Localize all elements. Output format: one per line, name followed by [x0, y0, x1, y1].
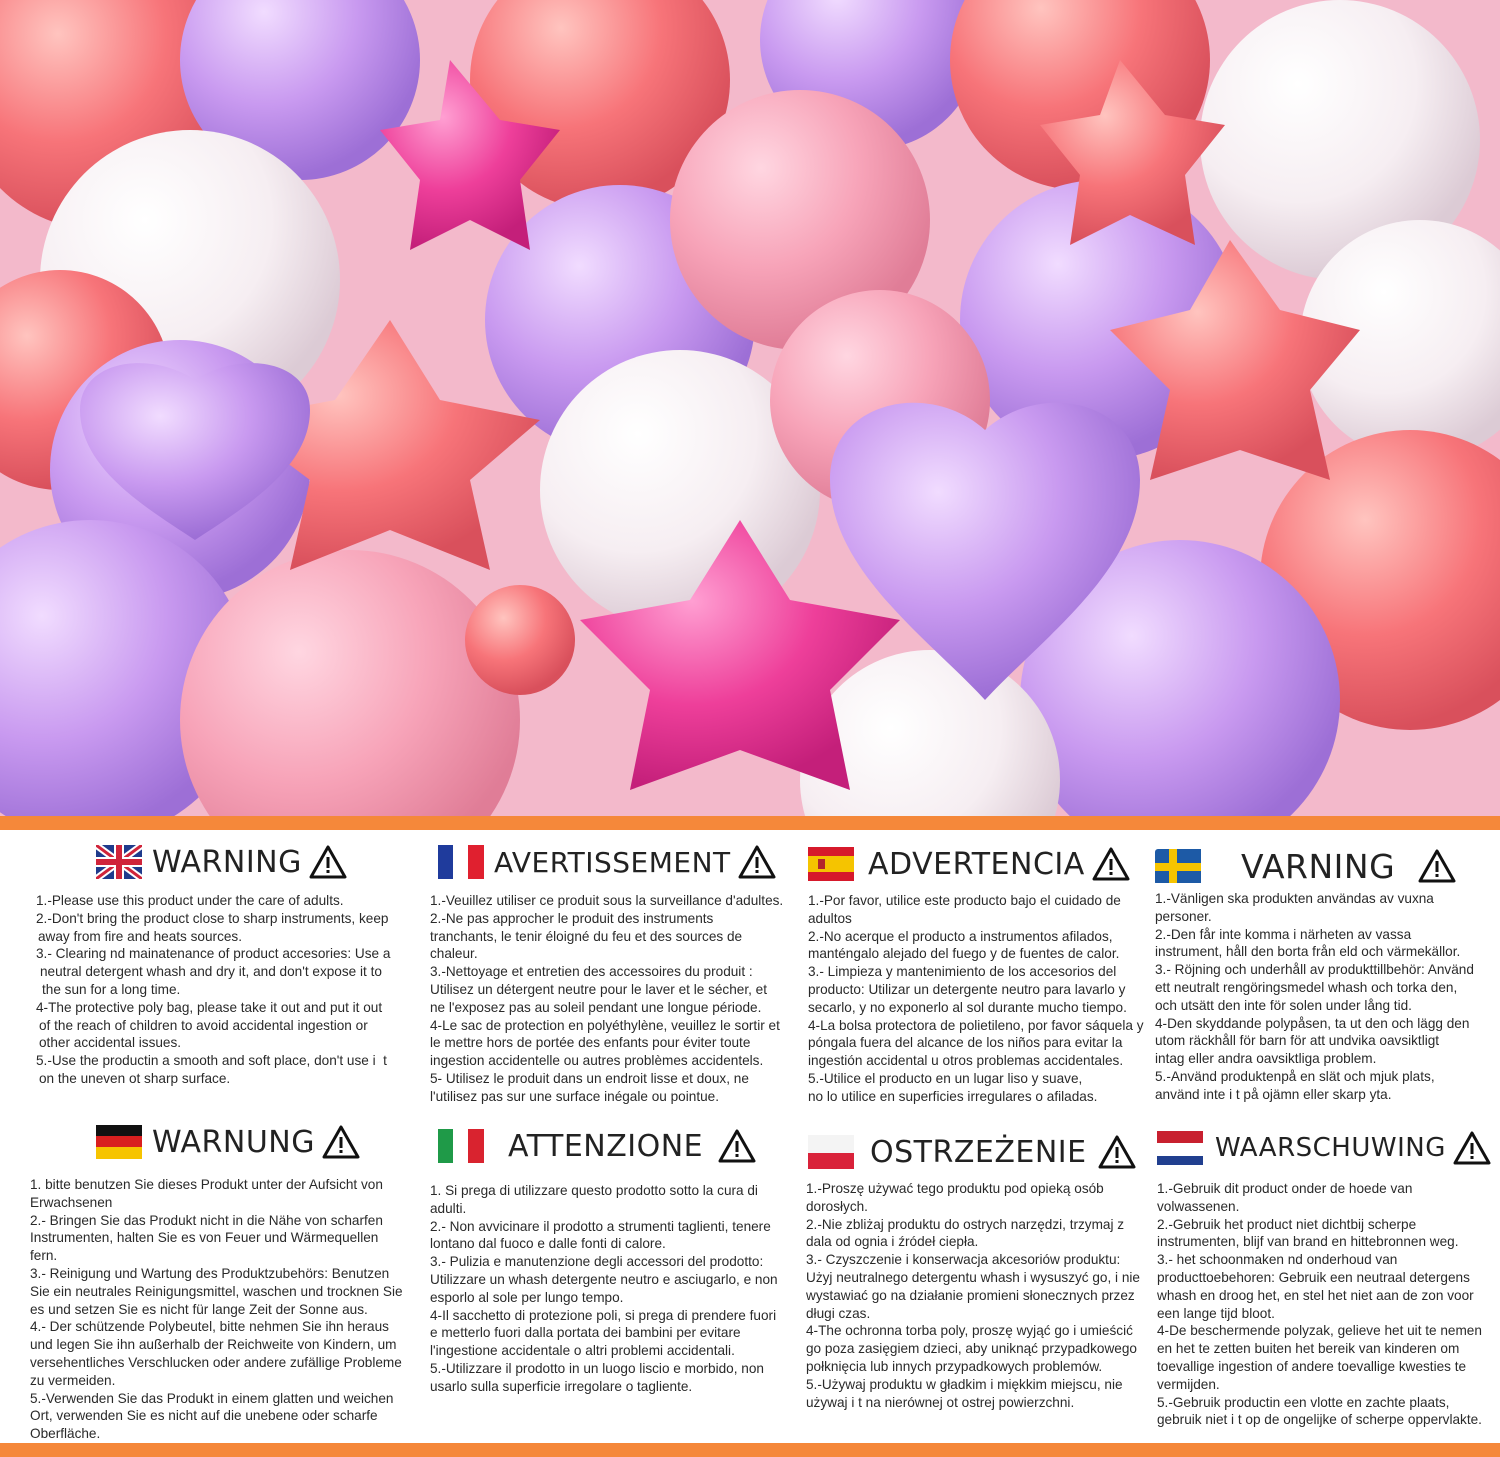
warning-line: 5.-Use the productin a smooth and soft place, don't use i t: [36, 1053, 387, 1069]
warning-line: 2.-Nie zbliżaj produktu do ostrych narzędzi, trzymaj z: [806, 1216, 1125, 1232]
warning-text-sv: [1155, 890, 1490, 1104]
warning-line: använd inte i t på ojämn eller skarp yta.: [1155, 1086, 1392, 1102]
warning-line: on the uneven ot sharp surface.: [39, 1070, 231, 1086]
warning-line: es und setzen Sie es nicht für lange Zeit der Sonne aus.: [30, 1301, 368, 1317]
spain-flag-icon: [808, 847, 854, 881]
warning-line: 3.- Pulizia e manutenzione degli accessori del prodotto:: [430, 1254, 764, 1270]
warning-line: adulti.: [430, 1200, 467, 1216]
warning-line: 2.-Den får inte komma i närheten av vassa: [1155, 926, 1412, 942]
warning-line: 4-The protective poly bag, please take it out and put it out: [36, 999, 383, 1015]
warning-line: manténgalo alejado del fuego y de fuentes de calor.: [808, 946, 1120, 962]
warning-line: Instrumenten, halten Sie es von Feuer und Wärmequellen: [30, 1230, 379, 1246]
warning-line: 5.-Utilizzare il prodotto in un luogo liscio e morbido, non: [430, 1360, 764, 1376]
warning-line: whash en droog het, en stel het niet aan de zon voor: [1157, 1287, 1474, 1303]
warning-triangle-icon: [321, 1124, 361, 1160]
warning-line: 3.-Nettoyage et entretien des accessoires du produit :: [430, 964, 753, 980]
warning-triangle-icon: [1091, 846, 1131, 882]
uk-flag-icon: [96, 845, 142, 879]
warning-line: 4-The ochronna torba poly, proszę wyjąć go i umieścić: [806, 1323, 1133, 1339]
warning-line: 2.-Gebruik het product niet dichtbij scherpe: [1157, 1216, 1417, 1232]
warning-line: Ort, verwenden Sie es nicht auf die unebene oder scharfe: [30, 1408, 378, 1424]
warning-title-de: WARNUNG: [152, 1124, 315, 1160]
warning-header-pl: [808, 1130, 1158, 1174]
warning-header-sv: [1155, 844, 1490, 888]
warning-line: 5.-Använd produktenpå en slät och mjuk plats,: [1155, 1068, 1435, 1084]
warning-line: 3.- Reinigung und Wartung des Produktzubehörs: Benutzen: [30, 1265, 390, 1281]
warning-line: ingestión accidental u otros problemas accidentales.: [808, 1053, 1124, 1069]
warning-line: ne l'exposez pas au soleil pendant une longue période.: [430, 999, 762, 1015]
warning-triangle-icon: [717, 1128, 757, 1164]
warning-line: no lo utilice en superficies irregulares o afiladas.: [808, 1088, 1098, 1104]
warning-line: dala od ognia i źródeł ciepła.: [806, 1234, 979, 1250]
warning-triangle-icon: [308, 844, 348, 880]
warning-line: używaj i t na nierównej ot ostrej powierzchni.: [806, 1394, 1075, 1410]
warning-line: tranchants, le tenir éloigné du feu et des sources de: [430, 928, 743, 944]
warning-line: 5.-Używaj produktu w gładkim i miękkim miejscu, nie: [806, 1376, 1123, 1392]
warning-line: och utsätt den inte för solen under lång tid.: [1155, 997, 1412, 1013]
warning-line: l'utilisez pas sur une surface inégale ou pointue.: [430, 1088, 719, 1104]
france-flag-icon: [438, 845, 484, 879]
warning-line: póngala fuera del alcance de los niños para evitar la: [808, 1035, 1123, 1051]
warning-header-fr: [438, 840, 790, 884]
warning-line: 1.-Please use this product under the care of adults.: [36, 893, 344, 908]
warning-line: Erwachsenen: [30, 1194, 113, 1210]
warning-line: 1.-Vänligen ska produkten användas av vuxna: [1155, 891, 1434, 906]
warning-line: of the reach of children to avoid accidental ingestion or: [39, 1017, 368, 1033]
warning-line: 4-Den skyddande polypåsen, ta ut den och lägg den: [1155, 1015, 1470, 1031]
warning-line: 3.- Clearing nd mainatenance of product accesories: Use a: [36, 946, 391, 962]
warning-line: go poza zasięgiem dzieci, aby uniknąć przypadkowego: [806, 1341, 1137, 1357]
warning-title-sv: VARNING: [1241, 846, 1396, 886]
warnings-panel: [0, 830, 1500, 1443]
netherlands-flag-icon: [1157, 1131, 1203, 1165]
warning-line: ingestion accidentelle ou autres problèmes accidentels.: [430, 1053, 764, 1069]
sweden-flag-icon: [1155, 849, 1201, 883]
warning-line: een lange tijd bloot.: [1157, 1305, 1275, 1321]
warning-line: Sie ein neutrales Reinigungsmittel, waschen und trocknen Sie: [30, 1283, 403, 1299]
warning-line: other accidental issues.: [39, 1035, 182, 1051]
warning-text-nl: [1157, 1180, 1492, 1429]
warning-line: usarlo sulla superficie irregolare o tagliente.: [430, 1378, 693, 1394]
warning-line: 1.-Gebruik dit product onder de hoede van: [1157, 1181, 1413, 1196]
warning-line: 2.-Don't bring the product close to sharp instruments, keep: [36, 910, 389, 926]
warning-title-pl: OSTRZEŻENIE: [870, 1134, 1087, 1170]
warning-line: 5.-Utilice el producto en un lugar liso y suave,: [808, 1070, 1083, 1086]
warning-line: le mettre hors de portée des enfants pour éviter toute: [430, 1035, 751, 1051]
warning-line: l'ingestione accidentale o altri problemi accidentali.: [430, 1343, 735, 1359]
warning-title-nl: WAARSCHUWING: [1215, 1133, 1446, 1163]
warning-line: 4-Le sac de protection en polyéthylène, veuillez le sortir et: [430, 1017, 780, 1033]
warning-triangle-icon: [1417, 848, 1457, 884]
warning-header-de: [96, 1120, 405, 1164]
warning-title-en: WARNING: [152, 844, 302, 880]
warning-line: 3.- Czyszczenie i konserwacja akcesoriów produktu:: [806, 1252, 1121, 1268]
warning-line: intag eller andra oavsiktliga problem.: [1155, 1051, 1377, 1067]
warning-text-es: [808, 892, 1158, 1106]
warning-header-nl: [1157, 1126, 1492, 1170]
warning-line: 4.- Der schützende Polybeutel, bitte nehmen Sie ihn heraus: [30, 1319, 389, 1335]
italy-flag-icon: [438, 1129, 484, 1163]
warning-line: the sun for a long time.: [42, 981, 181, 997]
warning-line: 4-De beschermende polyzak, gelieve het uit te nemen: [1157, 1323, 1482, 1339]
warning-header-en: [96, 840, 406, 884]
warning-line: 5.-Gebruik productin een vlotte en zachte plaats,: [1157, 1394, 1450, 1410]
warning-block-en: [36, 840, 406, 1088]
warning-line: Użyj neutralnego detergentu whash i wysuszyć go, i nie: [806, 1269, 1140, 1285]
warning-line: 3.- Limpieza y mantenimiento de los accesorios del: [808, 964, 1117, 980]
warning-line: away from fire and heats sources.: [38, 928, 242, 944]
warning-text-it: [430, 1182, 795, 1396]
warning-block-pl: [806, 1130, 1158, 1411]
warning-block-it: [430, 1124, 795, 1396]
warning-line: chaleur.: [430, 946, 478, 962]
warning-line: wystawiać go na działanie promieni słonecznych przez: [806, 1287, 1135, 1303]
warning-line: długi czas.: [806, 1305, 871, 1321]
warning-block-nl: [1157, 1126, 1492, 1429]
warning-block-sv: [1155, 844, 1490, 1104]
warning-line: adultos: [808, 910, 852, 926]
warning-line: toevallige ingestion of andere toevallige kwesties te: [1157, 1358, 1467, 1374]
warning-line: versehentliches Verschlucken oder andere zufällige Probleme: [30, 1354, 402, 1370]
warning-line: fern.: [30, 1248, 58, 1264]
warning-text-fr: [430, 892, 790, 1106]
warning-line: 1.-Por favor, utilice este producto bajo el cuidado de: [808, 893, 1121, 908]
warning-block-fr: [430, 840, 790, 1106]
warning-line: 2.-No acerque el producto a instrumentos afilados,: [808, 928, 1113, 944]
warning-line: 3.- Röjning och underhåll av produkttillbehör: Använd: [1155, 962, 1474, 978]
warning-triangle-icon: [1097, 1134, 1137, 1170]
warning-line: 1. Si prega di utilizzare questo prodotto sotto la cura di: [430, 1183, 758, 1198]
warning-line: lontano dal fuoco e dalle fonti di calore.: [430, 1236, 666, 1252]
warning-line: ett neutralt rengöringsmedel whash och torka den,: [1155, 979, 1458, 995]
warning-line: zu vermeiden.: [30, 1372, 116, 1388]
warning-line: utom räckhåll för barn för att undvika oavsiktligt: [1155, 1033, 1440, 1049]
warning-line: gebruik niet i t op de ongelijke of scherpe oppervlakte.: [1157, 1412, 1482, 1428]
warning-line: esporlo al sole per lungo tempo.: [430, 1289, 624, 1305]
warning-line: producto: Utilizar un detergente neutro para lavarlo y: [808, 981, 1126, 997]
warning-line: neutral detergent whash and dry it, and don't expose it to: [40, 964, 382, 980]
warning-line: 4-Il sacchetto di protezione poli, si prega di prendere fuori: [430, 1307, 777, 1323]
warning-line: Utilizzare un whash detergente neutro e asciugarlo, e non: [430, 1271, 778, 1287]
warning-triangle-icon: [1452, 1130, 1492, 1166]
warning-line: 3.- het schoonmaken nd onderhoud van: [1157, 1252, 1398, 1268]
accent-bar-bottom: [0, 1443, 1500, 1457]
warning-line: 1.-Veuillez utiliser ce produit sous la surveillance d'adultes.: [430, 893, 784, 908]
warning-line: instrument, håll den borta från eld och värmekällor.: [1155, 944, 1461, 960]
warning-line: personer.: [1155, 908, 1212, 924]
warning-triangle-icon: [737, 844, 777, 880]
warning-line: 2.- Non avvicinare il prodotto a strumenti taglienti, tenere: [430, 1218, 771, 1234]
poland-flag-icon: [808, 1135, 854, 1169]
germany-flag-icon: [96, 1125, 142, 1159]
warning-text-de: [30, 1176, 405, 1443]
warning-text-pl: [806, 1180, 1158, 1411]
warning-line: volwassenen.: [1157, 1198, 1240, 1214]
warning-line: und legen Sie ihn außerhalb der Reichweite von Kindern, um: [30, 1337, 397, 1353]
warning-line: secarlo, y no exponerlo al sol durante mucho tiempo.: [808, 999, 1127, 1015]
warning-line: 2.- Bringen Sie das Produkt nicht in die Nähe von scharfen: [30, 1212, 383, 1228]
warning-line: 1.-Proszę używać tego produktu pod opieką osób: [806, 1181, 1104, 1196]
warning-line: 4-La bolsa protectora de polietileno, por favor sáquela y: [808, 1017, 1144, 1033]
warning-block-es: [808, 842, 1158, 1106]
warning-block-de: [30, 1120, 405, 1443]
warning-line: Oberfläche.: [30, 1426, 101, 1442]
warning-text-en: [36, 892, 406, 1088]
warning-line: instrumenten, blijf van brand en hittebronnen weg.: [1157, 1234, 1459, 1250]
accent-bar-top: [0, 816, 1500, 830]
warning-line: vermijden.: [1157, 1376, 1220, 1392]
warning-header-es: [808, 842, 1158, 886]
warning-line: dorosłych.: [806, 1198, 868, 1214]
warning-line: en het te zetten buiten het bereik van kinderen om: [1157, 1341, 1460, 1357]
warning-line: 1. bitte benutzen Sie dieses Produkt unter der Aufsicht von: [30, 1177, 383, 1192]
warning-line: połknięcia lub innych przypadkowych problemów.: [806, 1358, 1103, 1374]
warning-line: 2.-Ne pas approcher le produit des instruments: [430, 910, 714, 926]
warning-line: 5.-Verwenden Sie das Produkt in einem glatten und weichen: [30, 1390, 394, 1406]
warning-line: Utilisez un détergent neutre pour le laver et le sécher, et: [430, 981, 768, 997]
warning-header-it: [438, 1124, 795, 1168]
warning-title-es: ADVERTENCIA: [868, 846, 1085, 882]
warning-line: e metterlo fuori dalla portata dei bambini per evitare: [430, 1325, 741, 1341]
warning-title-it: ATTENZIONE: [508, 1128, 704, 1164]
warning-title-fr: AVERTISSEMENT: [494, 845, 731, 879]
warning-line: 5- Utilisez le produit dans un endroit lisse et doux, ne: [430, 1070, 749, 1086]
warning-line: producttoebehoren: Gebruik een neutraal detergens: [1157, 1269, 1470, 1285]
